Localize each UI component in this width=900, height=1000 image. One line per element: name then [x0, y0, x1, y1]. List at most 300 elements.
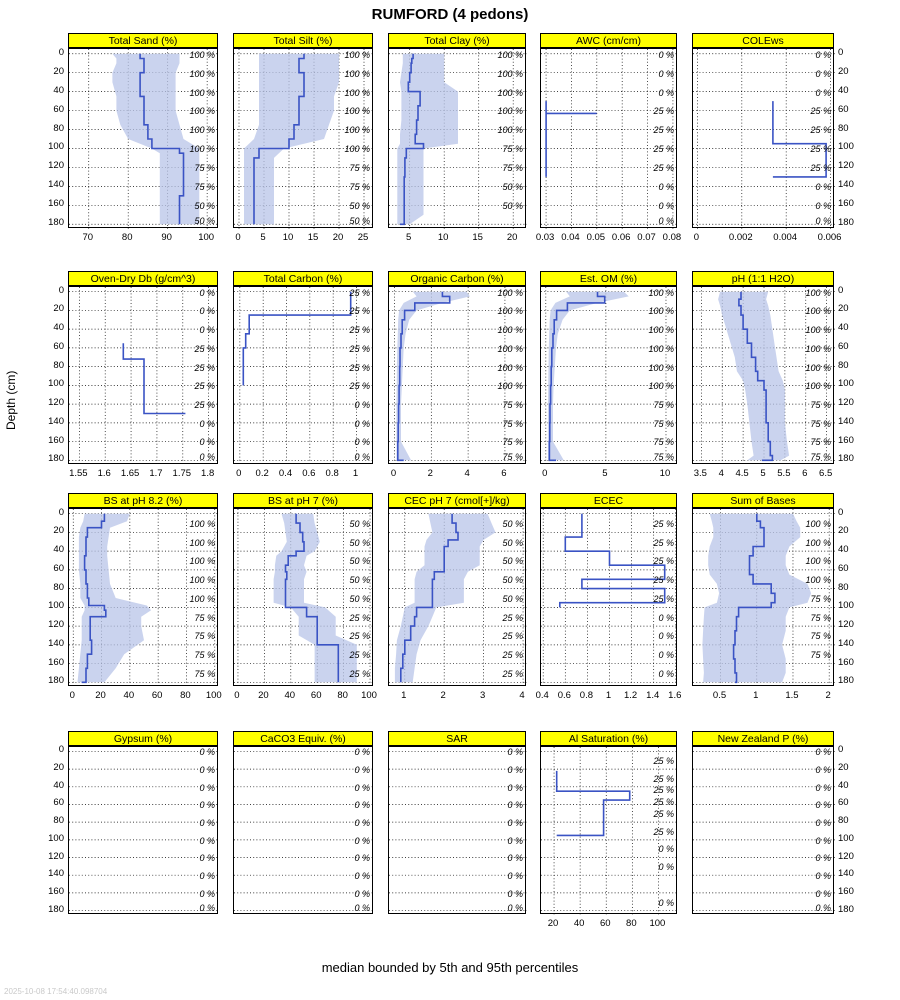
percent-label: 50 %: [502, 556, 523, 567]
percent-label: 50 %: [502, 593, 523, 604]
percent-label: 100 %: [189, 125, 215, 136]
x-tick-label: 0: [542, 468, 548, 479]
percent-label: 0 %: [354, 399, 370, 410]
panel-title-ph-1-1-h2o: pH (1:1 H2O): [692, 271, 834, 286]
depth-tick-label: 160: [838, 656, 854, 668]
percent-label: 25 %: [194, 343, 215, 354]
percent-label: 0 %: [354, 902, 370, 913]
percent-label: 0 %: [354, 782, 370, 793]
percent-label: 50 %: [349, 575, 370, 586]
percent-label: 0 %: [199, 764, 215, 775]
percent-label: 25 %: [653, 785, 674, 796]
percent-label: 25 %: [653, 809, 674, 820]
x-tick-label: 0: [234, 690, 240, 701]
percent-label: 100 %: [497, 362, 523, 373]
percent-label: 0 %: [815, 747, 831, 758]
percent-label: 50 %: [349, 556, 370, 567]
depth-tick-label: 120: [48, 397, 64, 409]
depth-tick-label: 0: [58, 744, 64, 756]
percentile-band: [702, 514, 811, 683]
percent-label: 75 %: [194, 650, 215, 661]
x-tick-label: 40: [284, 690, 296, 701]
percent-label: 0 %: [658, 631, 674, 642]
percent-label: 100 %: [189, 49, 215, 60]
percentile-band: [396, 292, 470, 461]
x-tick-label: 0: [693, 232, 700, 243]
plot-panel: [692, 746, 834, 914]
panel-title-oven-dry-db-g-cm-3: Oven-Dry Db (g/cm^3): [68, 271, 218, 286]
plot-area: [69, 287, 219, 465]
percent-label: 25 %: [653, 518, 674, 529]
percentile-band: [397, 54, 458, 225]
depth-tick-label: 120: [838, 397, 854, 409]
depth-tick-label: 180: [838, 217, 854, 229]
depth-tick-label: 60: [838, 103, 849, 115]
percent-label: 25 %: [653, 826, 674, 837]
percent-label: 0 %: [507, 764, 523, 775]
plot-panel: [388, 746, 526, 914]
x-tick-label: 15: [307, 232, 319, 243]
percent-label: 0 %: [199, 418, 215, 429]
percent-label: 0 %: [658, 897, 674, 908]
percent-label: 0 %: [354, 747, 370, 758]
x-tick-label: 25: [357, 232, 369, 243]
depth-tick-label: 100: [48, 141, 64, 153]
depth-tick-label: 160: [838, 885, 854, 897]
percent-label: 75 %: [653, 452, 674, 463]
percent-label: 0 %: [199, 902, 215, 913]
percentile-band: [395, 514, 496, 683]
percent-label: 75 %: [810, 631, 831, 642]
percent-label: 75 %: [502, 163, 523, 174]
plot-panel: [540, 508, 677, 686]
depth-tick-label: 140: [838, 637, 854, 649]
depth-tick-label: 140: [48, 868, 64, 880]
depth-tick-label: 20: [53, 303, 64, 315]
depth-tick-label: 100: [48, 832, 64, 844]
depth-tick-label: 120: [838, 619, 854, 631]
percent-label: 75 %: [194, 612, 215, 623]
depth-tick-label: 60: [838, 562, 849, 574]
percent-label: 25 %: [349, 306, 370, 317]
percent-label: 100 %: [497, 68, 523, 79]
percent-label: 0 %: [354, 437, 370, 448]
x-tick-label: 100: [361, 690, 377, 701]
depth-tick-label: 180: [48, 675, 64, 687]
percent-label: 100 %: [189, 593, 215, 604]
percent-label: 0 %: [354, 800, 370, 811]
depth-tick-label: 120: [48, 850, 64, 862]
x-tick-label: 0.6: [557, 690, 571, 701]
x-tick-label: 4: [519, 690, 525, 701]
percent-label: 25 %: [653, 125, 674, 136]
percent-label: 100 %: [344, 125, 370, 136]
percent-label: 25 %: [349, 668, 370, 679]
depth-tick-label: 160: [48, 434, 64, 446]
panel-title-new-zealand-p: New Zealand P (%): [692, 731, 834, 746]
depth-tick-label: 0: [58, 284, 64, 296]
percent-label: 0 %: [658, 216, 674, 227]
x-tick-label: 1.65: [120, 468, 140, 479]
percent-label: 0 %: [507, 835, 523, 846]
depth-tick-label: 40: [53, 322, 64, 334]
plot-panel: [692, 48, 834, 228]
plot-panel: [68, 746, 218, 914]
percent-label: 75 %: [194, 182, 215, 193]
plot-area: [69, 747, 219, 915]
x-tick-label: 0.002: [728, 232, 753, 243]
percent-label: 0 %: [658, 844, 674, 855]
footer-caption: median bounded by 5th and 95th percentiles: [321, 960, 579, 975]
panel-title-cec-ph-7-cmol-kg: CEC pH 7 (cmol[+]/kg): [388, 493, 526, 508]
percent-label: 50 %: [502, 537, 523, 548]
percent-label: 0 %: [199, 870, 215, 881]
x-tick-label: 80: [626, 918, 637, 929]
x-tick-label: 0.03: [535, 232, 555, 243]
x-tick-label: 1.6: [668, 690, 682, 701]
depth-tick-label: 0: [838, 506, 844, 518]
percent-label: 75 %: [653, 399, 674, 410]
percent-label: 50 %: [194, 201, 215, 212]
x-tick-label: 1.7: [149, 468, 163, 479]
percent-label: 25 %: [502, 631, 523, 642]
depth-tick-label: 40: [838, 779, 849, 791]
x-tick-label: 0: [235, 232, 241, 243]
percent-label: 0 %: [354, 888, 370, 899]
percent-label: 0 %: [199, 817, 215, 828]
percent-label: 100 %: [344, 106, 370, 117]
depth-tick-label: 120: [838, 160, 854, 172]
percent-label: 75 %: [810, 593, 831, 604]
percent-label: 75 %: [810, 452, 831, 463]
plot-panel: [388, 286, 526, 464]
depth-tick-label: 40: [838, 544, 849, 556]
x-tick-label: 100: [198, 232, 215, 243]
x-tick-label: 0.2: [255, 468, 269, 479]
depth-tick-label: 60: [838, 340, 849, 352]
percent-label: 0 %: [199, 800, 215, 811]
x-tick-label: 20: [332, 232, 344, 243]
y-axis-label: Depth (cm): [4, 370, 18, 430]
x-tick-label: 100: [649, 918, 666, 929]
percent-label: 100 %: [344, 49, 370, 60]
depth-tick-label: 20: [53, 525, 64, 537]
percent-label: 50 %: [194, 216, 215, 227]
percent-label: 25 %: [653, 756, 674, 767]
depth-tick-label: 140: [838, 179, 854, 191]
x-tick-label: 10: [659, 468, 671, 479]
percent-label: 25 %: [653, 773, 674, 784]
median-line: [560, 514, 665, 608]
percent-label: 0 %: [815, 800, 831, 811]
percent-label: 0 %: [507, 817, 523, 828]
x-tick-label: 5: [406, 232, 412, 243]
x-tick-label: 3.5: [693, 468, 707, 479]
percent-label: 100 %: [805, 343, 831, 354]
x-tick-label: 3: [479, 690, 486, 701]
percent-label: 25 %: [810, 144, 831, 155]
plot-area: [693, 747, 835, 915]
percent-label: 0 %: [815, 49, 831, 60]
panel-title-caco3-equiv: CaCO3 Equiv. (%): [233, 731, 373, 746]
percent-label: 25 %: [194, 362, 215, 373]
percent-label: 100 %: [648, 306, 674, 317]
percent-label: 0 %: [199, 853, 215, 864]
percent-label: 0 %: [199, 437, 215, 448]
depth-tick-label: 140: [48, 637, 64, 649]
percent-label: 100 %: [497, 287, 523, 298]
percent-label: 0 %: [815, 835, 831, 846]
percent-label: 100 %: [805, 381, 831, 392]
plot-panel: [388, 508, 526, 686]
percent-label: 25 %: [653, 556, 674, 567]
depth-tick-label: 140: [838, 415, 854, 427]
percent-label: 0 %: [815, 782, 831, 793]
percent-label: 25 %: [349, 362, 370, 373]
x-tick-label: 0.4: [278, 468, 293, 479]
x-tick-label: 5: [760, 468, 766, 479]
percent-label: 0 %: [507, 782, 523, 793]
depth-tick-label: 80: [838, 359, 849, 371]
percent-label: 0 %: [199, 452, 215, 463]
x-tick-label: 2: [427, 468, 433, 479]
x-tick-label: 6: [501, 468, 507, 479]
depth-tick-label: 0: [838, 284, 844, 296]
percent-label: 0 %: [658, 182, 674, 193]
percent-label: 25 %: [810, 125, 831, 136]
percent-label: 50 %: [502, 575, 523, 586]
depth-tick-label: 180: [48, 903, 64, 915]
percent-label: 0 %: [658, 87, 674, 98]
percent-label: 100 %: [189, 518, 215, 529]
depth-tick-label: 20: [838, 65, 849, 77]
depth-tick-label: 40: [53, 84, 64, 96]
x-tick-label: 20: [547, 918, 559, 929]
percent-label: 100 %: [497, 125, 523, 136]
plot-area: [541, 49, 678, 229]
panel-title-total-carbon: Total Carbon (%): [233, 271, 373, 286]
x-tick-label: 0.05: [586, 232, 606, 243]
panel-title-ecec: ECEC: [540, 493, 677, 508]
x-tick-label: 2: [440, 690, 446, 701]
percent-label: 0 %: [815, 764, 831, 775]
depth-tick-label: 20: [838, 303, 849, 315]
percent-label: 0 %: [815, 817, 831, 828]
plot-panel: [388, 48, 526, 228]
percent-label: 75 %: [502, 452, 523, 463]
plot-panel: [540, 286, 677, 464]
x-tick-label: 80: [337, 690, 348, 701]
percent-label: 0 %: [815, 870, 831, 881]
percent-label: 25 %: [349, 650, 370, 661]
percent-label: 0 %: [354, 870, 370, 881]
depth-tick-label: 60: [838, 797, 849, 809]
percent-label: 25 %: [194, 381, 215, 392]
percent-label: 75 %: [349, 163, 370, 174]
percent-label: 0 %: [199, 888, 215, 899]
percent-label: 75 %: [810, 437, 831, 448]
percentile-band: [548, 292, 629, 461]
x-tick-label: 60: [599, 918, 611, 929]
depth-tick-label: 40: [53, 544, 64, 556]
percent-label: 100 %: [497, 106, 523, 117]
percent-label: 0 %: [815, 182, 831, 193]
depth-tick-label: 20: [838, 525, 849, 537]
percent-label: 0 %: [199, 747, 215, 758]
plot-area: [389, 747, 527, 915]
percent-label: 100 %: [648, 362, 674, 373]
percent-label: 0 %: [658, 49, 674, 60]
percent-label: 100 %: [497, 381, 523, 392]
depth-tick-label: 120: [48, 619, 64, 631]
percent-label: 0 %: [507, 853, 523, 864]
x-tick-label: 1.6: [97, 468, 111, 479]
x-tick-label: 0: [236, 468, 242, 479]
percent-label: 100 %: [648, 287, 674, 298]
x-tick-label: 0: [69, 690, 75, 701]
timestamp: 2025-10-08 17:54:40.098704: [4, 987, 108, 996]
percent-label: 50 %: [349, 518, 370, 529]
plot-panel: [692, 508, 834, 686]
percent-label: 25 %: [653, 593, 674, 604]
percent-label: 100 %: [805, 287, 831, 298]
x-tick-label: 0.07: [637, 232, 656, 243]
panel-title-organic-carbon: Organic Carbon (%): [388, 271, 526, 286]
x-tick-label: 0.004: [773, 232, 798, 243]
panel-title-colews: COLEws: [692, 33, 834, 48]
percent-label: 100 %: [805, 518, 831, 529]
percent-label: 100 %: [189, 144, 215, 155]
panel-title-bs-at-ph-8-2: BS at pH 8.2 (%): [68, 493, 218, 508]
percent-label: 100 %: [805, 362, 831, 373]
page-title: RUMFORD (4 pedons): [371, 6, 529, 23]
depth-tick-label: 180: [48, 453, 64, 465]
depth-tick-label: 100: [838, 378, 854, 390]
depth-tick-label: 140: [48, 179, 64, 191]
plot-panel: [68, 286, 218, 464]
x-tick-label: 80: [121, 232, 133, 243]
plot-area: [234, 747, 374, 915]
depth-tick-label: 100: [48, 600, 64, 612]
panel-title-gypsum: Gypsum (%): [68, 731, 218, 746]
x-tick-label: 5.5: [777, 468, 791, 479]
percent-label: 50 %: [349, 216, 370, 227]
percent-label: 75 %: [653, 437, 674, 448]
plot-panel: [233, 286, 373, 464]
percent-label: 100 %: [189, 575, 215, 586]
x-tick-label: 2: [825, 690, 831, 701]
percent-label: 75 %: [194, 163, 215, 174]
x-tick-label: 4.5: [735, 468, 749, 479]
percent-label: 75 %: [502, 437, 523, 448]
percent-label: 0 %: [658, 668, 674, 679]
x-tick-label: 0.006: [817, 232, 842, 243]
percent-label: 0 %: [354, 452, 370, 463]
x-tick-label: 1.2: [623, 690, 638, 701]
percent-label: 100 %: [189, 537, 215, 548]
percent-label: 25 %: [349, 612, 370, 623]
percent-label: 0 %: [354, 817, 370, 828]
median-line: [243, 292, 350, 386]
panel-title-sum-of-bases: Sum of Bases: [692, 493, 834, 508]
depth-tick-label: 100: [838, 600, 854, 612]
depth-tick-label: 80: [53, 359, 64, 371]
percent-label: 100 %: [805, 556, 831, 567]
percent-label: 25 %: [194, 399, 215, 410]
x-tick-label: 5: [602, 468, 608, 479]
depth-tick-label: 60: [53, 797, 64, 809]
depth-tick-label: 40: [838, 84, 849, 96]
percent-label: 25 %: [653, 106, 674, 117]
percent-label: 0 %: [199, 782, 215, 793]
percent-label: 0 %: [658, 612, 674, 623]
percent-label: 75 %: [653, 418, 674, 429]
percent-label: 100 %: [189, 68, 215, 79]
percent-label: 50 %: [349, 537, 370, 548]
depth-tick-label: 80: [53, 122, 64, 134]
percent-label: 75 %: [502, 144, 523, 155]
percent-label: 100 %: [497, 325, 523, 336]
percent-label: 0 %: [507, 747, 523, 758]
x-tick-label: 1: [352, 468, 359, 479]
x-tick-label: 0.08: [662, 232, 682, 243]
percent-label: 0 %: [354, 835, 370, 846]
percent-label: 25 %: [349, 381, 370, 392]
depth-tick-label: 80: [53, 581, 64, 593]
x-tick-label: 0.4: [535, 690, 549, 701]
percent-label: 75 %: [194, 631, 215, 642]
x-tick-label: 5: [260, 232, 266, 243]
depth-tick-label: 60: [53, 562, 64, 574]
plot-panel: [233, 508, 373, 686]
percent-label: 0 %: [658, 650, 674, 661]
percent-label: 50 %: [349, 201, 370, 212]
x-tick-label: 20: [95, 690, 106, 701]
percent-label: 25 %: [349, 631, 370, 642]
percent-label: 0 %: [658, 68, 674, 79]
panel-title-sar: SAR: [388, 731, 526, 746]
x-tick-label: 100: [205, 690, 222, 701]
percent-label: 100 %: [189, 556, 215, 567]
depth-tick-label: 160: [48, 885, 64, 897]
percent-label: 0 %: [199, 306, 215, 317]
depth-tick-label: 20: [838, 762, 849, 774]
x-tick-label: 40: [123, 690, 135, 701]
percent-label: 100 %: [189, 106, 215, 117]
x-tick-label: 60: [310, 690, 322, 701]
panel-title-total-sand: Total Sand (%): [68, 33, 218, 48]
x-tick-label: 0.06: [611, 232, 631, 243]
depth-tick-label: 160: [48, 198, 64, 210]
x-tick-label: 4: [464, 468, 470, 479]
percent-label: 25 %: [810, 106, 831, 117]
percent-label: 0 %: [658, 862, 674, 873]
percentile-band: [718, 292, 789, 461]
percent-label: 100 %: [805, 325, 831, 336]
percent-label: 25 %: [502, 668, 523, 679]
depth-tick-label: 20: [53, 65, 64, 77]
x-tick-label: 60: [151, 690, 163, 701]
percent-label: 25 %: [653, 796, 674, 807]
percent-label: 0 %: [815, 201, 831, 212]
percent-label: 100 %: [344, 68, 370, 79]
x-tick-label: 0.04: [561, 232, 580, 243]
percent-label: 100 %: [805, 537, 831, 548]
depth-tick-label: 0: [58, 46, 64, 58]
percent-label: 0 %: [199, 287, 215, 298]
x-tick-label: 90: [161, 232, 172, 243]
percent-label: 25 %: [349, 343, 370, 354]
